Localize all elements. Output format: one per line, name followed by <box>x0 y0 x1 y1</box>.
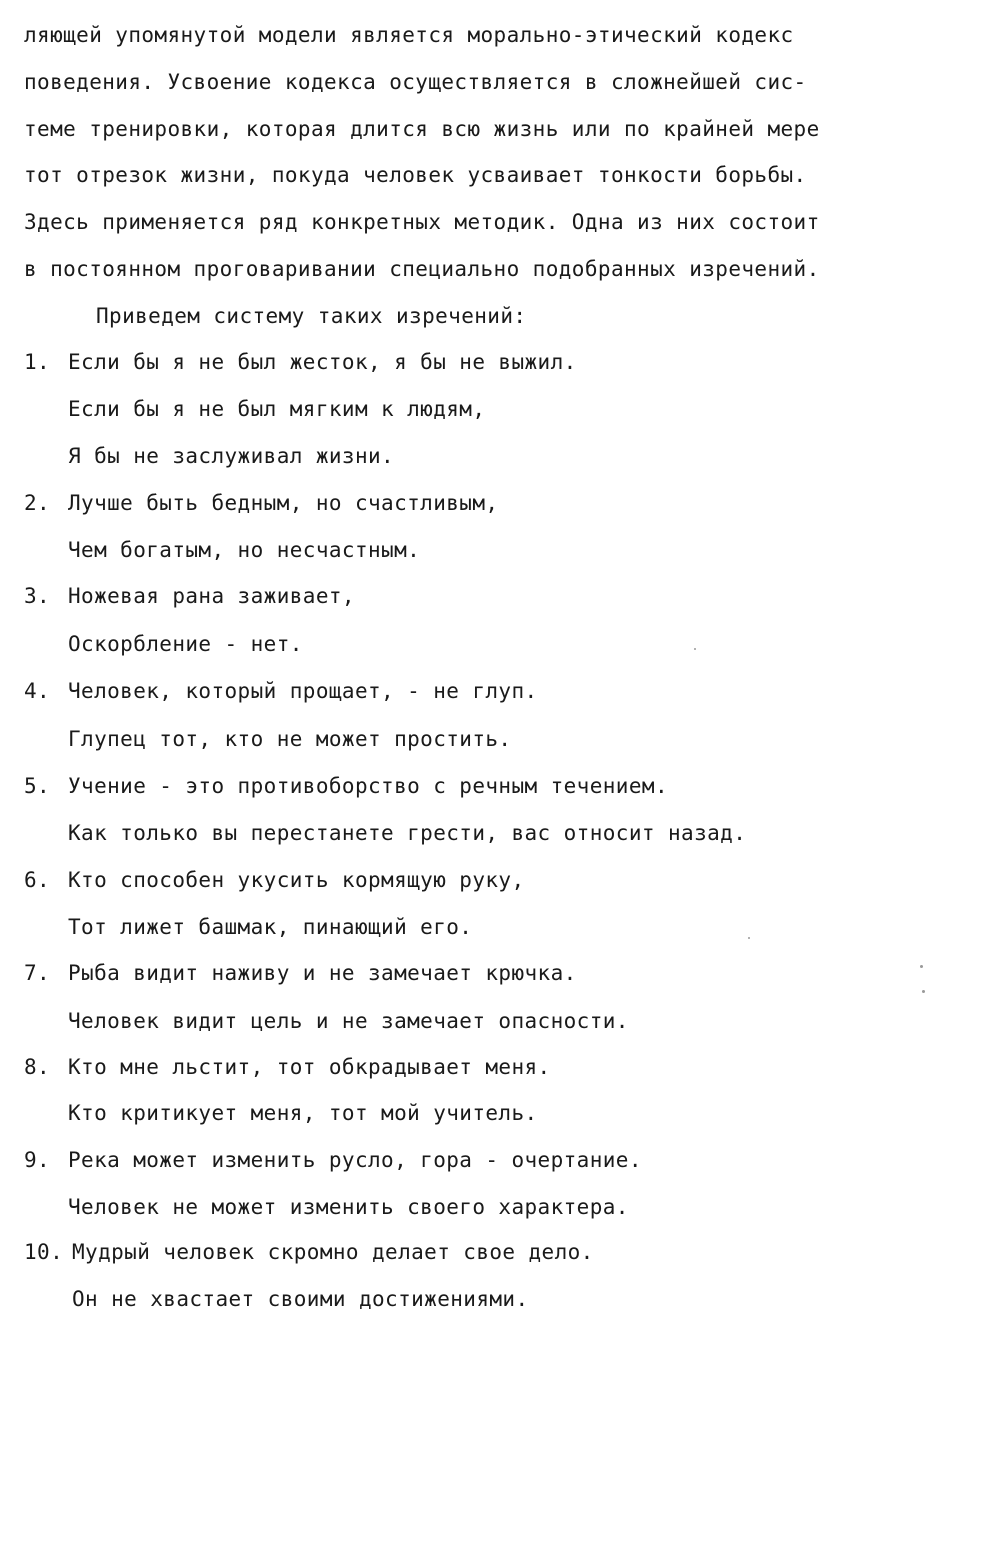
saying-line: Кто мне льстит, тот обкрадывает меня. <box>68 1055 551 1079</box>
saying-number: 7. <box>24 961 51 985</box>
saying-number: 4. <box>24 679 51 703</box>
lead-in: Приведем систему таких изречений: <box>96 304 527 328</box>
saying-number: 3. <box>24 584 51 608</box>
saying-line: Тот лижет башмак, пинающий его. <box>68 915 473 939</box>
saying-line: Река может изменить русло, гора - очертание. <box>68 1148 642 1172</box>
saying-number: 6. <box>24 868 51 892</box>
saying-line: Кто способен укусить кормящую руку, <box>68 868 525 892</box>
saying-line: Если бы я не был мягким к людям, <box>68 397 486 421</box>
scan-speck <box>694 648 696 650</box>
intro-line: тот отрезок жизни, покуда человек усваивает тонкости борьбы. <box>24 163 807 187</box>
saying-line: Лучше быть бедным, но счастливым, <box>68 491 499 515</box>
saying-number: 2. <box>24 491 51 515</box>
saying-number: 8. <box>24 1055 51 1079</box>
saying-line: Человек не может изменить своего характера. <box>68 1195 629 1219</box>
saying-line: Человек видит цель и не замечает опасности. <box>68 1009 629 1033</box>
saying-number: 10. <box>24 1240 64 1264</box>
intro-line: теме тренировки, которая длится всю жизнь или по крайней мере <box>24 117 820 141</box>
saying-line: Ножевая рана заживает, <box>68 584 355 608</box>
saying-line: Как только вы перестанете грести, вас относит назад. <box>68 821 747 845</box>
saying-line: Оскорбление - нет. <box>68 632 303 656</box>
saying-line: Глупец тот, кто не может простить. <box>68 727 512 751</box>
saying-number: 1. <box>24 350 51 374</box>
saying-line: Он не хвастает своими достижениями. <box>72 1287 529 1311</box>
saying-line: Я бы не заслуживал жизни. <box>68 444 395 468</box>
scan-speck <box>920 965 923 968</box>
scan-speck <box>748 937 750 939</box>
scan-speck <box>922 990 925 993</box>
intro-line: ляющей упомянутой модели является морально-этический кодекс <box>24 23 794 47</box>
saying-line: Если бы я не был жесток, я бы не выжил. <box>68 350 577 374</box>
saying-line: Мудрый человек скромно делает свое дело. <box>72 1240 594 1264</box>
intro-line: поведения. Усвоение кодекса осуществляется в сложнейшей сис- <box>24 70 807 94</box>
saying-line: Учение - это противоборство с речным течением. <box>68 774 668 798</box>
saying-line: Рыба видит наживу и не замечает крючка. <box>68 961 577 985</box>
intro-line: Здесь применяется ряд конкретных методик. Одна из них состоит <box>24 210 820 234</box>
saying-number: 5. <box>24 774 51 798</box>
saying-line: Кто критикует меня, тот мой учитель. <box>68 1101 538 1125</box>
intro-line: в постоянном проговаривании специально подобранных изречений. <box>24 257 820 281</box>
saying-line: Человек, который прощает, - не глуп. <box>68 679 538 703</box>
saying-number: 9. <box>24 1148 51 1172</box>
saying-line: Чем богатым, но несчастным. <box>68 538 421 562</box>
